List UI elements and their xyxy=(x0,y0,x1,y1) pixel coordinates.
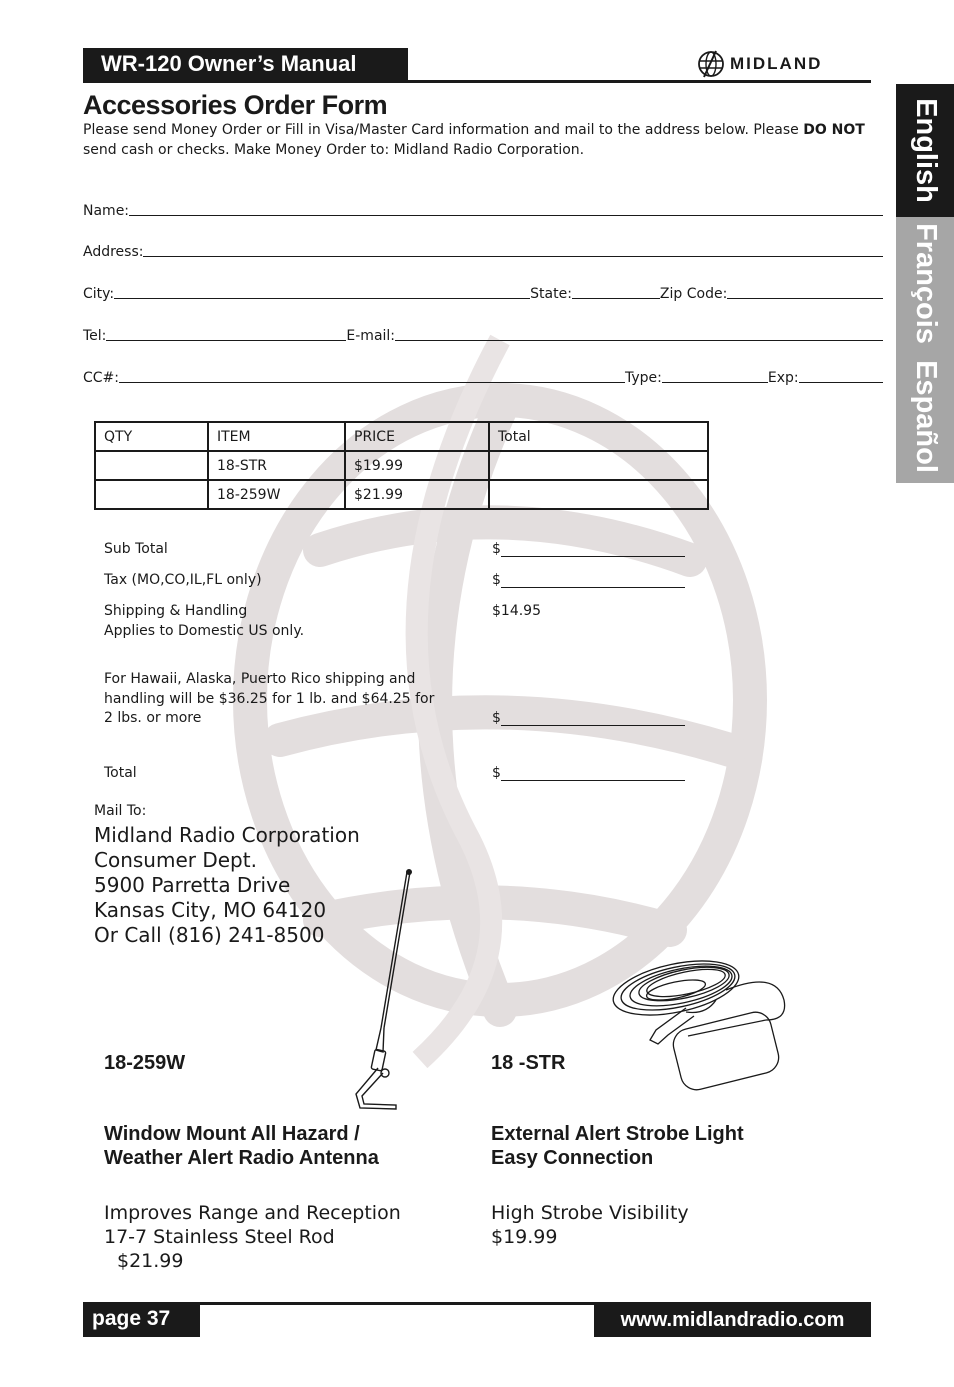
email-label: E-mail: xyxy=(346,328,396,344)
tel-field[interactable] xyxy=(106,326,346,341)
total-cell[interactable] xyxy=(489,451,708,480)
hawaii-note: For Hawaii, Alaska, Puerto Rico shipping and handling will be $36.25 for 1 lb. and $64.25 for 2 lbs. or more xyxy=(104,671,435,726)
header-rule xyxy=(83,80,871,83)
shipping-label: Shipping & Handling Applies to Domestic US only. xyxy=(104,602,304,641)
item-cell: 18-STR xyxy=(208,451,345,480)
table-header-cell: QTY xyxy=(95,422,208,451)
strobe-light-image xyxy=(606,940,792,1100)
email-field[interactable] xyxy=(395,326,883,341)
manual-title: WR-120 Owner’s Manual xyxy=(101,51,357,76)
table-header-row xyxy=(95,422,708,451)
price-cell: $21.99 xyxy=(345,480,489,509)
type-field[interactable] xyxy=(662,368,768,383)
product-name-18-str: External Alert Strobe Light Easy Connection xyxy=(491,1123,744,1169)
product-code-18-259w: 18-259W xyxy=(104,1052,186,1074)
exp-label: Exp: xyxy=(767,370,799,386)
exp-field[interactable] xyxy=(799,368,883,383)
qty-cell[interactable] xyxy=(95,451,208,480)
tab-english[interactable]: English xyxy=(896,84,954,217)
midland-logo xyxy=(696,48,872,80)
zip-label: Zip Code: xyxy=(659,286,728,302)
total-cell[interactable] xyxy=(489,480,708,509)
page-number: page 37 xyxy=(83,1303,200,1337)
intro-text: Please send Money Order or Fill in Visa/Master Card information and mail to the address below. Please DO NOT send cash or checks. Make Money Order to: Midland Radio Corporation. xyxy=(83,122,865,158)
website-link[interactable]: www.midlandradio.com xyxy=(594,1303,871,1337)
brand-name: MIDLAND xyxy=(730,54,823,73)
table-row xyxy=(95,451,708,480)
price-cell: $19.99 xyxy=(345,451,489,480)
antenna-image xyxy=(340,868,420,1116)
product-desc-18-259w: Improves Range and Reception 17-7 Stainless Steel Rod $21.99 xyxy=(104,1202,401,1272)
table-header-cell: PRICE xyxy=(345,422,489,451)
state-field[interactable] xyxy=(572,284,660,299)
name-field[interactable] xyxy=(129,201,883,216)
cc-label: CC#: xyxy=(83,370,119,386)
shipping-note: Applies to Domestic US only. xyxy=(104,622,305,639)
state-label: State: xyxy=(530,286,572,302)
cc-field[interactable] xyxy=(119,368,625,383)
tax-label: Tax (MO,CO,IL,FL only) xyxy=(104,572,262,588)
subtotal-field[interactable]: $ xyxy=(492,540,685,560)
name-field-row xyxy=(83,201,883,219)
globe-logo-icon xyxy=(696,49,726,79)
mail-to-label: Mail To: xyxy=(94,803,147,819)
address-field[interactable] xyxy=(143,242,883,257)
product-code-18-str: 18 -STR xyxy=(491,1052,566,1074)
qty-cell[interactable] xyxy=(95,480,208,509)
manual-title-bar xyxy=(83,48,408,82)
cc-field-row xyxy=(83,368,883,386)
product-name-18-259w: Window Mount All Hazard / Weather Alert Radio Antenna xyxy=(104,1123,379,1169)
item-cell: 18-259W xyxy=(208,480,345,509)
page-title: Accessories Order Form xyxy=(83,90,388,120)
city-field[interactable] xyxy=(114,284,530,299)
tab-francais[interactable]: François xyxy=(896,217,954,350)
total-field[interactable]: $ xyxy=(492,764,685,784)
hawaii-field[interactable]: $ xyxy=(492,709,685,729)
table-row xyxy=(95,480,708,509)
tab-espanol[interactable]: Español xyxy=(896,350,954,483)
tel-label: Tel: xyxy=(83,328,107,344)
mail-address: Midland Radio Corporation Consumer Dept. 5900 Parretta Drive Kansas City, MO 64120 Or Call (816) 241-8500 xyxy=(94,823,360,947)
table-header-cell: ITEM xyxy=(208,422,345,451)
tax-field[interactable]: $ xyxy=(492,571,685,591)
address-label: Address: xyxy=(83,244,144,260)
tel-field-row xyxy=(83,326,883,344)
total-label: Total xyxy=(104,765,137,781)
city-field-row xyxy=(83,284,883,302)
product-price-18-259w: $21.99 xyxy=(117,1250,184,1272)
shipping-value: $14.95 xyxy=(492,603,541,619)
subtotal-label: Sub Total xyxy=(104,541,168,557)
product-desc-18-str: High Strobe Visibility $19.99 xyxy=(491,1202,689,1248)
address-field-row xyxy=(83,242,883,260)
table-header-cell: Total xyxy=(489,422,708,451)
type-label: Type: xyxy=(625,370,662,386)
product-price-18-str: $19.99 xyxy=(491,1226,558,1248)
city-label: City: xyxy=(83,286,115,302)
order-table xyxy=(94,421,709,510)
name-label: Name: xyxy=(83,203,130,219)
zip-field[interactable] xyxy=(727,284,883,299)
